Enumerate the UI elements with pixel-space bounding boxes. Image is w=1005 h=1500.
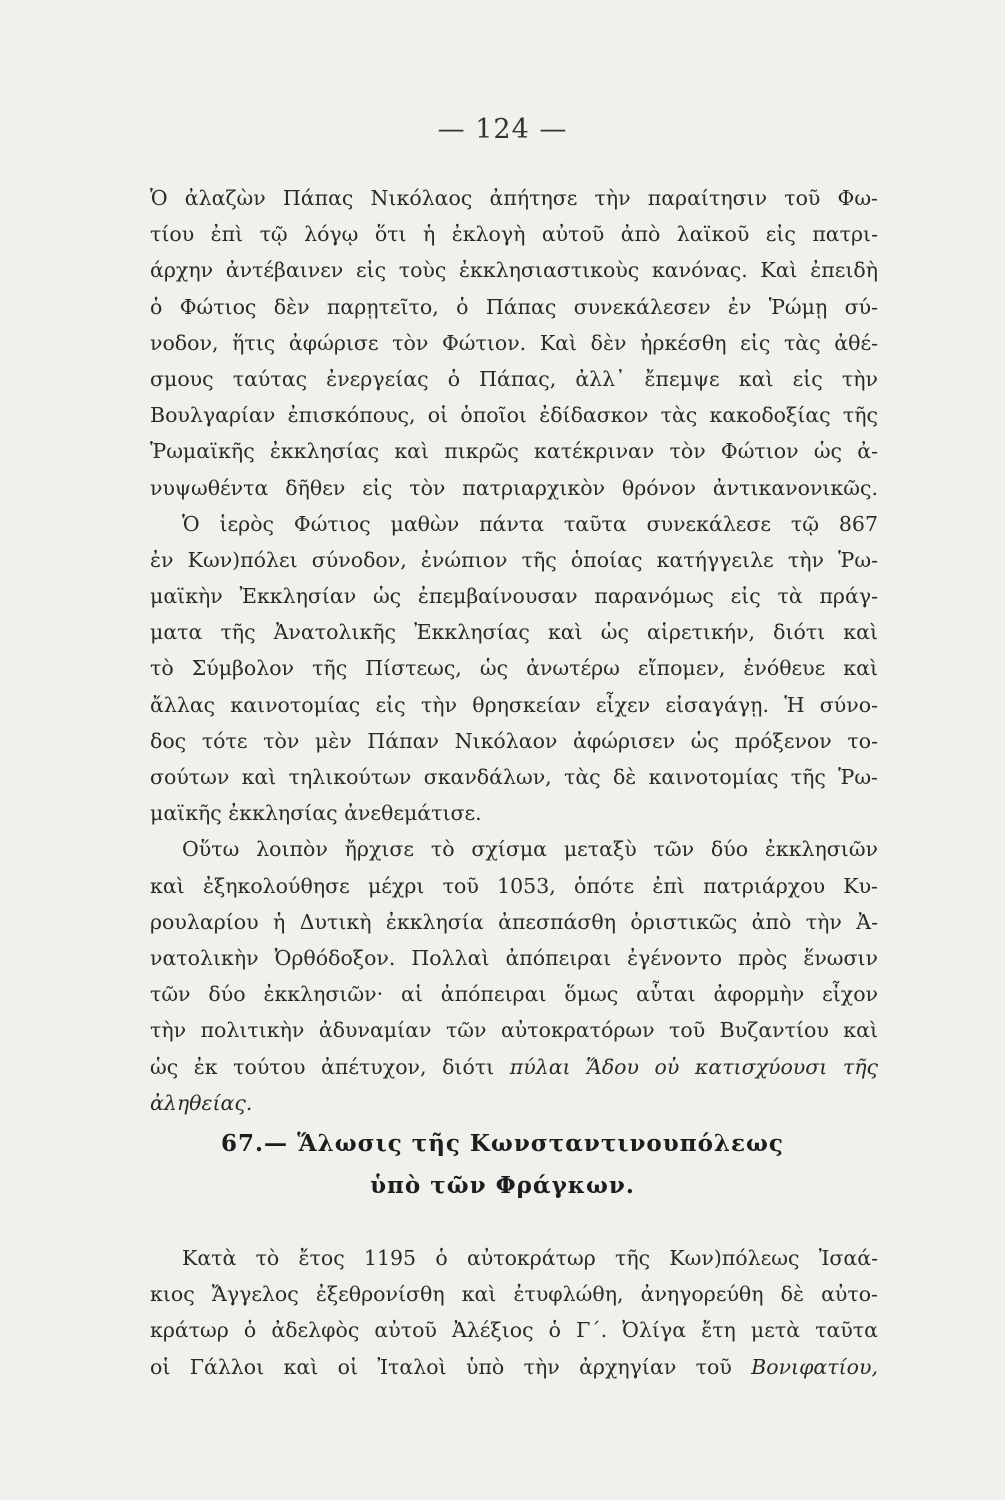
text-line xyxy=(150,1085,878,1121)
text-line: ἐν Κων)πόλει σύνοδον, ἐνώπιον τῆς ὁποίας κατήγγειλε τὴν Ῥω- xyxy=(150,547,878,572)
text-line xyxy=(150,1049,878,1085)
text-line: τῶν δύο ἐκκλησιῶν· αἱ ἀπόπειραι ὅμως αὗται ἀφορμὴν εἶχον xyxy=(150,982,878,1007)
text-line: τὸ Σύμβολον τῆς Πίστεως, ὡς ἀνωτέρω εἴπομεν, ἐνόθευε καὶ xyxy=(150,656,878,681)
text-line: ἄλλας καινοτομίας εἰς τὴν θρησκείαν εἶχεν εἰσαγάγῃ. Ἡ σύνο- xyxy=(150,692,878,717)
text-line: νυψωθέντα δῆθεν εἰς τὸν πατριαρχικὸν θρόνον ἀντικανονικῶς. xyxy=(150,475,878,500)
text-line: ὁ Φώτιος δὲν παρῃτεῖτο, ὁ Πάπας συνεκάλεσεν ἐν Ῥώμῃ σύ- xyxy=(150,294,878,319)
text-line: Βουλγαρίαν ἐπισκόπους, οἱ ὁποῖοι ἐδίδασκον τὰς κακοδοξίας τῆς xyxy=(150,403,878,428)
text-line: άρχην ἀντέβαινεν εἰς τοὺς ἐκκλησιαστικοὺς κανόνας. Καὶ ἐπειδὴ xyxy=(150,258,878,283)
section-heading-continued: ὑπὸ τῶν Φράγκων. xyxy=(370,1172,635,1199)
text-line: ματα τῆς Ἀνατολικῆς Ἐκκλησίας καὶ ὡς αἱρετικήν, διότι καὶ xyxy=(150,620,878,645)
text-segment: ὡς ἐκ τούτου ἀπέτυχον, διότι xyxy=(150,1054,495,1079)
text-line xyxy=(150,1349,878,1385)
text-line: Ὁ ἀλαζὼν Πάπας Νικόλαος ἀπήτησε τὴν παραίτησιν τοῦ Φω- xyxy=(150,186,878,210)
text-line: μαϊκῆς ἐκκλησίας ἀνεθεμάτισε. xyxy=(150,801,482,826)
italic-name: Βονιφατίου, xyxy=(751,1354,878,1379)
text-line: Κατὰ τὸ ἔτος 1195 ὁ αὐτοκράτωρ τῆς Κων)πόλεως Ἰσαά- xyxy=(182,1246,878,1270)
text-line: Ὁ ἱερὸς Φώτιος μαθὼν πάντα ταῦτα συνεκάλεσε τῷ 867 xyxy=(182,511,878,536)
text-line: δος τότε τὸν μὲν Πάπαν Νικόλαον ἀφώρισεν ὡς πρόξενον το- xyxy=(150,728,878,753)
italic-quote-end: ἀληθείας. xyxy=(150,1090,253,1115)
text-line: ρουλαρίου ἡ Δυτικὴ ἐκκλησία ἀπεσπάσθη ὁριστικῶς ἀπὸ τὴν Ἀ- xyxy=(150,909,878,934)
text-line: τίου ἐπὶ τῷ λόγῳ ὅτι ἡ ἐκλογὴ αὐτοῦ ἀπὸ λαϊκοῦ εἰς πατρι- xyxy=(150,222,878,247)
text-segment: οἱ Γάλλοι καὶ οἱ Ἰταλοὶ ὑπὸ τὴν ἀρχηγίαν τοῦ xyxy=(150,1354,732,1379)
section-paragraph xyxy=(150,1240,878,1385)
text-line: Ῥωμαϊκῆς ἐκκλησίας καὶ πικρῶς κατέκριναν τὸν Φώτιον ὡς ἀ- xyxy=(150,439,878,464)
text-line: μαϊκὴν Ἐκκλησίαν ὡς ἐπεμβαίνουσαν παρανόμως εἰς τὰ πράγ- xyxy=(150,584,878,609)
text-line: κιος Ἄγγελος ἐξεθρονίσθη καὶ ἐτυφλώθη, ἀνηγορεύθη δὲ αὐτο- xyxy=(150,1282,878,1307)
section-heading: 67.— Ἅλωσις τῆς Κωνσταντινουπόλεως xyxy=(221,1130,784,1157)
text-line: καὶ ἐξηκολούθησε μέχρι τοῦ 1053, ὁπότε ἐπὶ πατριάρχου Κυ- xyxy=(150,873,878,898)
italic-quote: πύλαι Ἅδου οὐ κατισχύουσι τῆς xyxy=(509,1054,878,1079)
page-number: — 124 — xyxy=(437,114,568,145)
text-line: σούτων καὶ τηλικούτων σκανδάλων, τὰς δὲ καινοτομίας τῆς Ῥω- xyxy=(150,765,878,789)
text-line: κράτωρ ὁ ἀδελφὸς αὐτοῦ Ἀλέξιος ὁ Γ΄. Ὀλίγα ἔτη μετὰ ταῦτα xyxy=(150,1318,878,1343)
text-line: τὴν πολιτικὴν ἀδυναμίαν τῶν αὐτοκρατόρων τοῦ Βυζαντίου καὶ xyxy=(150,1018,878,1043)
text-line: σμους ταύτας ἐνεργείας ὁ Πάπας, ἀλλ᾽ ἔπεμψε καὶ εἰς τὴν xyxy=(150,366,878,391)
text-line: νατολικὴν Ὀρθόδοξον. Πολλαὶ ἀπόπειραι ἐγένοντο πρὸς ἕνωσιν xyxy=(150,945,878,970)
text-line: Οὕτω λοιπὸν ἤρχισε τὸ σχίσμα μεταξὺ τῶν δύο ἐκκλησιῶν xyxy=(182,837,878,862)
paragraph-block xyxy=(150,180,878,1121)
text-line: νοδον, ἥτις ἀφώρισε τὸν Φώτιον. Καὶ δὲν ἠρκέσθη εἰς τὰς ἀθέ- xyxy=(150,330,878,355)
